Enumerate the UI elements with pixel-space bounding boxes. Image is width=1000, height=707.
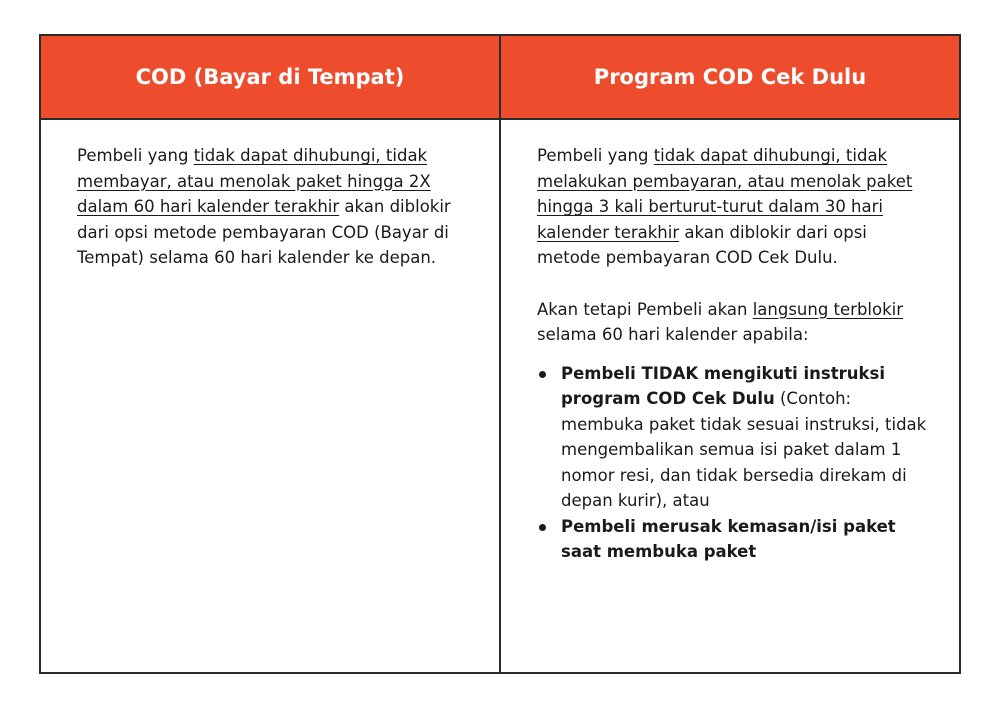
cod-bayar-di-tempat-policy [41,120,501,672]
list-item [561,361,931,514]
cod-cek-dulu-policy [501,120,959,672]
violation-bold: Pembeli TIDAK mengikuti instruksi program COD Cek Dulu [561,363,885,408]
rule-condition-underlined: tidak dapat dihubungi, tidak melakukan pembayaran, atau menolak paket hingga 3 kali berturut-turut dalam 30 hari kalender terakhir [537,146,913,242]
header-cod-bayar-di-tempat: COD (Bayar di Tempat) [41,36,501,120]
immediate-block-rule [537,297,931,348]
rule-text: akan diblokir dari opsi metode pembayaran COD (Bayar di Tempat) selama 60 hari kalender ke depan. [77,197,451,267]
violation-bold: Pembeli merusak kemasan/isi paket saat membuka paket [561,516,896,561]
cod-comparison-table [39,34,961,674]
list-item [561,514,931,565]
rule-condition-underlined: langsung terblokir [752,299,904,319]
violation-list [537,361,931,565]
rule-text: akan diblokir dari opsi metode pembayaran COD Cek Dulu. [537,222,867,267]
rule-text: Pembeli yang [77,146,194,165]
rule-condition-underlined: tidak dapat dihubungi, tidak membayar, atau menolak paket hingga 2X dalam 60 hari kalender terakhir [77,146,431,216]
rule-text: Akan tetapi Pembeli akan [537,299,753,319]
header-program-cod-cek-dulu: Program COD Cek Dulu [501,36,959,120]
rule-text: selama 60 hari kalender apabila: [537,325,809,344]
cod-blocking-rule [77,143,469,271]
violation-detail: (Contoh: membuka paket tidak sesuai instruksi, tidak mengembalikan semua isi paket dalam 1 nomor resi, dan tidak bersedia direkam di depan kurir), atau [561,389,927,510]
rule-text: Pembeli yang [537,146,654,165]
cek-dulu-blocking-rule [537,143,931,271]
